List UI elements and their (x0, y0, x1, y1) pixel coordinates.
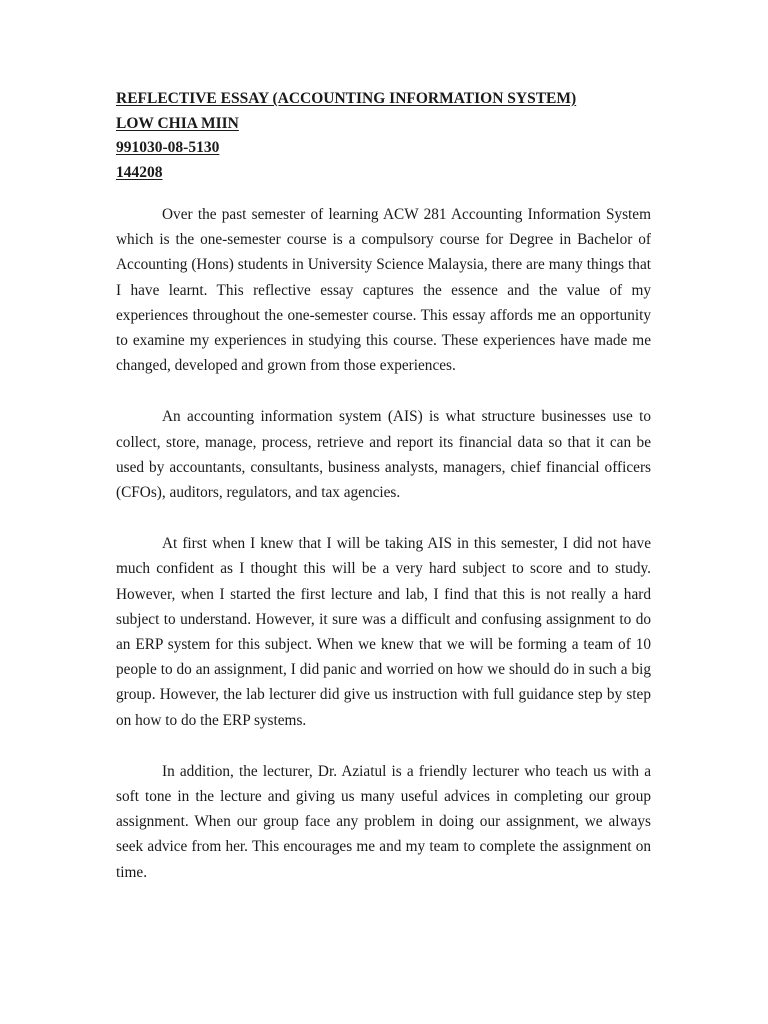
paragraph-intro: Over the past semester of learning ACW 281 Accounting Information System which is the one-semester course is a compulsory course for Degree in Bachelor of Accounting (Hons) students in University Science Malaysia, there are many things that I have learnt. This reflective essay captures the essence and the value of my experiences throughout the one-semester course. This essay affords me an opportunity to examine my experiences in studying this course. These experiences have made me changed, developed and grown from those experiences. (116, 206, 651, 375)
essay-body (116, 202, 651, 911)
paragraph-lecturer: In addition, the lecturer, Dr. Aziatul is a friendly lecturer who teach us with a soft tone in the lecture and giving us many useful advices in completing our group assignment. When our group face any problem in doing our assignment, we always seek advice from her. This encourages me and my team to complete the assignment on time. (116, 762, 651, 881)
author-name: LOW CHIA MIIN (116, 114, 239, 132)
document-header (116, 87, 656, 185)
matric-number: 144208 (116, 163, 163, 181)
ic-number: 991030-08-5130 (116, 139, 220, 156)
paragraph-first-experience: At first when I knew that I will be taking AIS in this semester, I did not have much confident as I thought this will be a very hard subject to score and to study. However, when I started the first lecture and lab, I find that this is not really a hard subject to understand. However, it sure was a difficult and confusing assignment to do an ERP system for this subject. When we knew that we will be forming a team of 10 people to do an assignment, I did panic and worried on how we should do in such a big group. However, the lab lecturer did give us instruction with full guidance step by step on how to do the ERP systems. (116, 535, 651, 729)
essay-title: REFLECTIVE ESSAY (ACCOUNTING INFORMATION SYSTEM) (116, 90, 577, 107)
paragraph-ais-definition: An accounting information system (AIS) is what structure businesses use to collect, store, manage, process, retrieve and report its financial data so that it can be used by accountants, consultants, business analysts, managers, chief financial officers (CFOs), auditors, regulators, and tax agencies. (116, 408, 651, 502)
